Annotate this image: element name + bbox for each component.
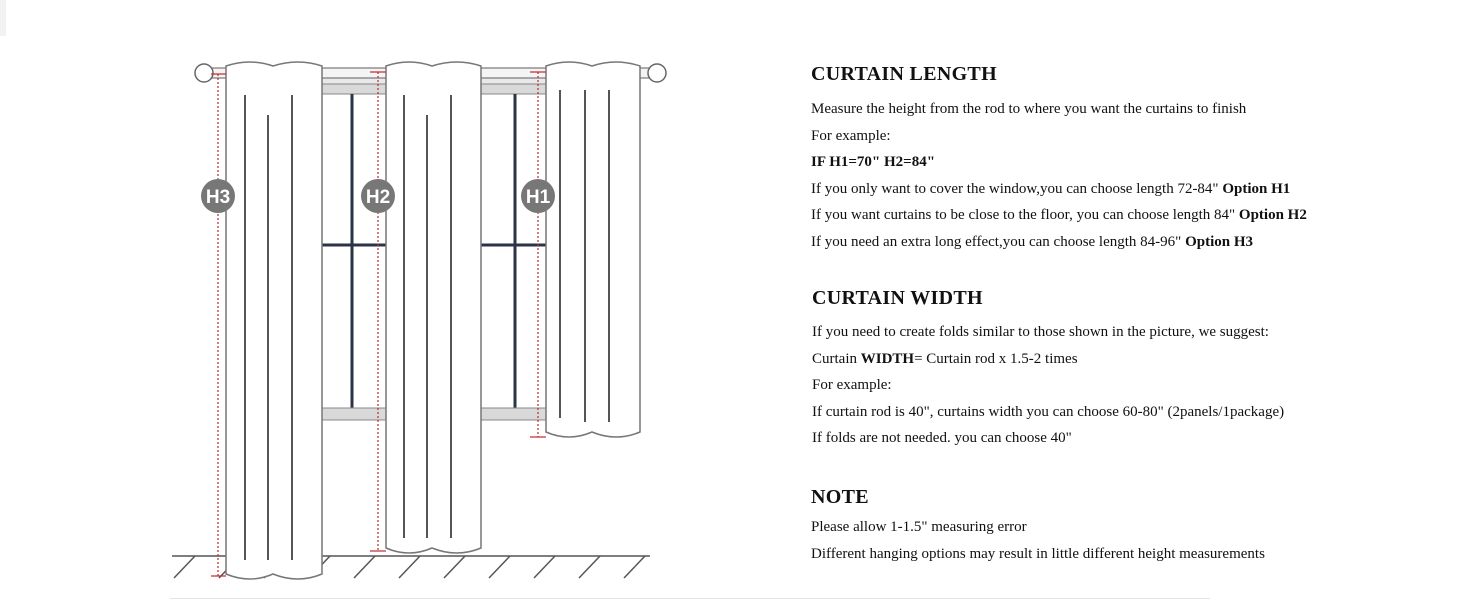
svg-text:H2: H2 [365,187,391,208]
measure-line-h1 [530,72,546,437]
curtain-length-title: CURTAIN LENGTH [811,63,997,85]
length-line-1: Measure the height from the rod to where you want the curtains to finish [811,101,1247,117]
label-h1 [521,179,555,213]
bottom-divider [170,598,1210,599]
option-h3: Option H3 [1185,233,1253,250]
width-line-2 [812,346,1284,373]
length-line-5-text: If you want curtains to be close to the floor, you can choose length 84" [811,207,1236,223]
length-line-4 [811,176,1307,203]
curtain-length-section [811,60,1307,255]
width-line-1: If you need to create folds similar to those shown in the picture, we suggest: [812,324,1269,340]
measure-line-h2 [370,72,386,551]
note-line-1: Please allow 1-1.5" measuring error [811,519,1027,535]
option-h2: Option H2 [1238,207,1307,223]
length-line-6-text: If you need an extra long effect,you can choose length 84-96" [811,233,1182,250]
label-h3 [201,179,235,213]
svg-text:H3: H3 [205,187,231,208]
curtain-width-section [812,284,1284,452]
length-line-5 [811,202,1307,229]
curtain-panel-h3 [226,62,322,579]
curtain-panel-h2 [386,62,481,553]
length-line-3: IF H1=70" H2=84" [811,154,936,170]
length-line-4-text: If you only want to cover the window,you can choose length 72-84" [811,180,1219,197]
curtain-width-title: CURTAIN WIDTH [812,287,983,309]
width-line-2-pre: Curtain [812,350,857,367]
length-line-6 [811,229,1307,256]
note-title: NOTE [811,486,869,508]
measure-line-h3 [211,74,226,576]
svg-text:H1: H1 [525,187,551,208]
option-h1: Option H1 [1222,180,1291,197]
width-keyword: WIDTH [860,350,915,367]
note-line-2: Different hanging options may result in little different height measurements [811,545,1265,562]
note-section [811,483,1265,567]
width-line-3: For example: [812,377,892,393]
label-h2 [361,179,395,213]
width-line-2-post: = Curtain rod x 1.5-2 times [914,350,1078,367]
width-line-5: If folds are not needed. you can choose 40" [812,430,1072,446]
curtain-panel-h1 [546,62,640,437]
width-line-4: If curtain rod is 40", curtains width you can choose 60-80" (2panels/1package) [812,403,1285,420]
length-line-2: For example: [811,127,891,144]
